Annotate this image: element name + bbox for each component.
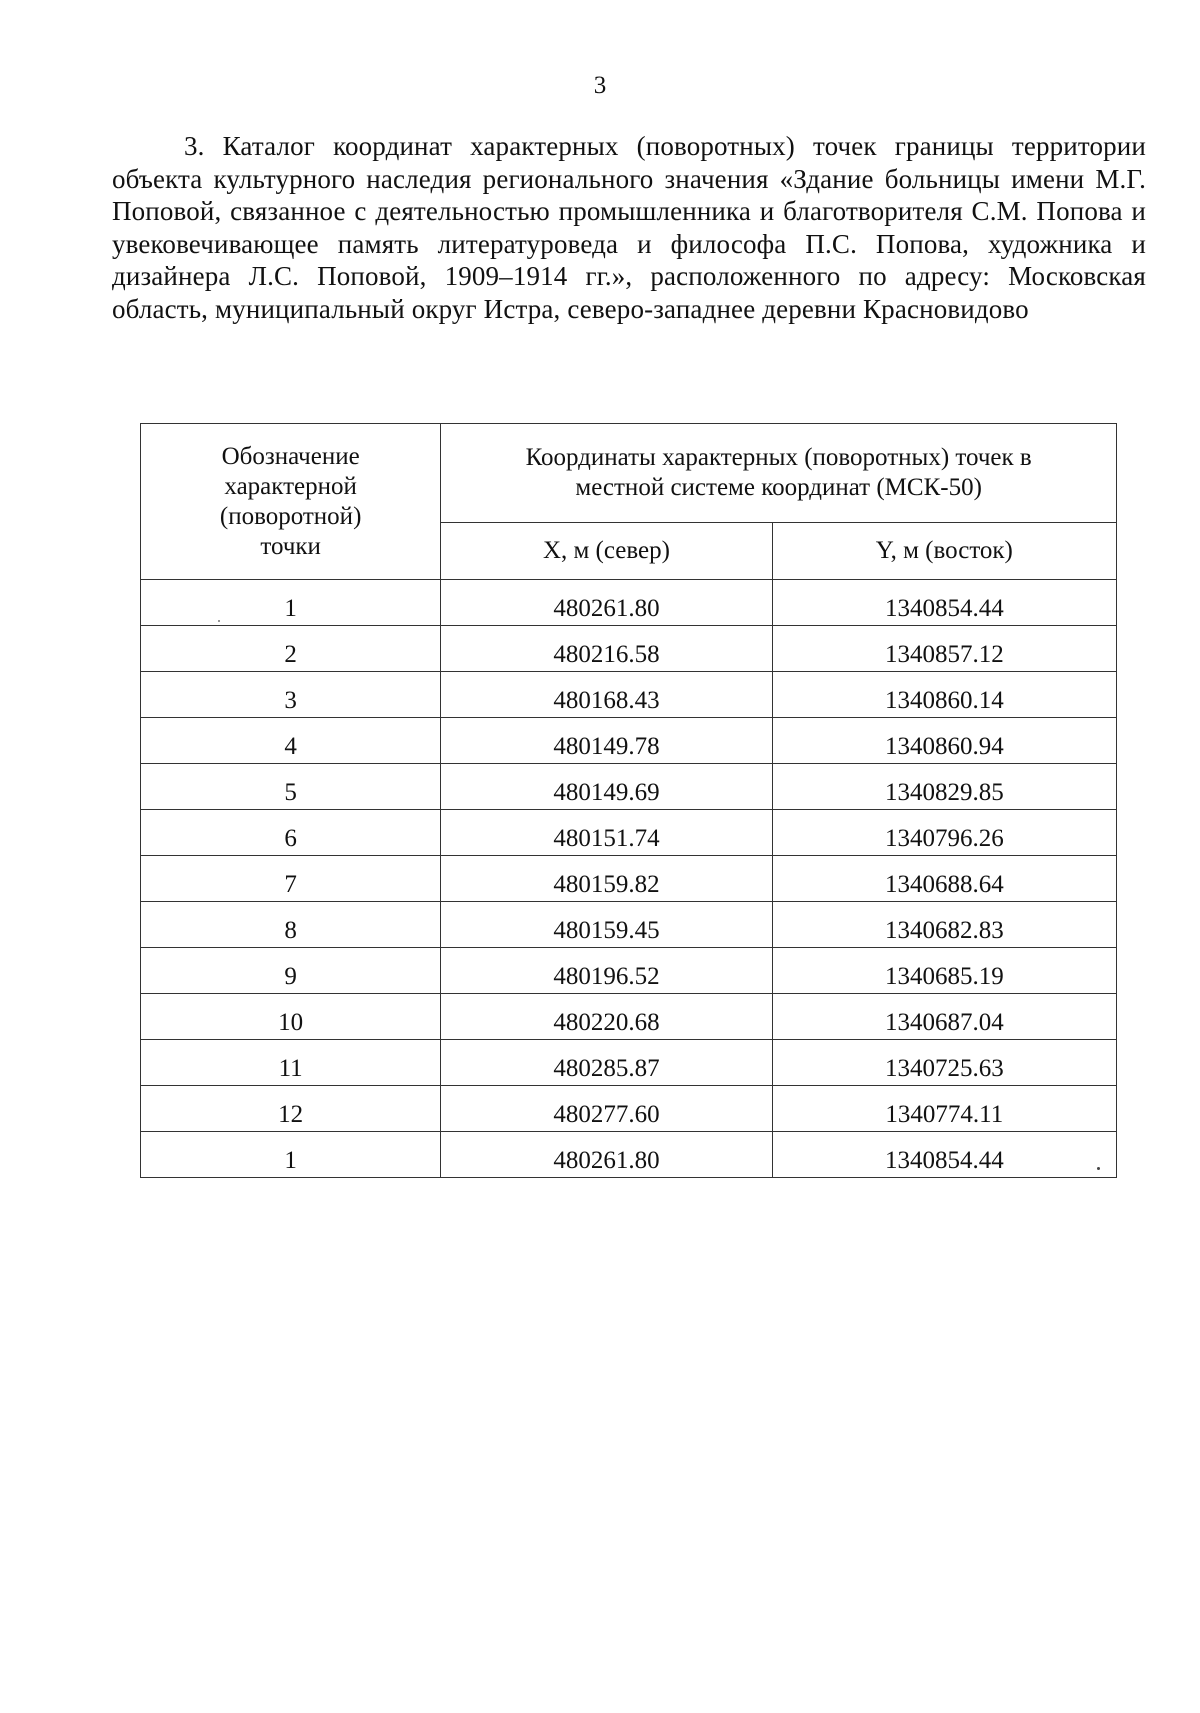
table-row — [141, 994, 1117, 1040]
cell-point-number: 10 — [141, 994, 441, 1040]
cell-y-coordinate: 1340857.12 — [772, 626, 1116, 672]
cell-y-coordinate: 1340854.44 — [772, 1132, 1116, 1178]
cell-point-number: 12 — [141, 1086, 441, 1132]
cell-y-coordinate: 1340685.19 — [772, 948, 1116, 994]
table-row — [141, 580, 1117, 626]
table-row — [141, 810, 1117, 856]
cell-y-coordinate: 1340860.94 — [772, 718, 1116, 764]
cell-x-coordinate: 480159.82 — [441, 856, 772, 902]
cell-point-number: 3 — [141, 672, 441, 718]
cell-x-coordinate: 480159.45 — [441, 902, 772, 948]
table-row — [141, 856, 1117, 902]
table-row — [141, 764, 1117, 810]
cell-x-coordinate: 480216.58 — [441, 626, 772, 672]
scan-speck — [218, 620, 220, 622]
cell-y-coordinate: 1340854.44 — [772, 580, 1116, 626]
cell-x-coordinate: 480220.68 — [441, 994, 772, 1040]
cell-y-coordinate: 1340860.14 — [772, 672, 1116, 718]
table-row — [141, 1040, 1117, 1086]
cell-y-coordinate: 1340796.26 — [772, 810, 1116, 856]
table-row — [141, 902, 1117, 948]
cell-y-coordinate: 1340688.64 — [772, 856, 1116, 902]
header-y-east: Y, м (восток) — [772, 523, 1116, 580]
cell-x-coordinate: 480149.69 — [441, 764, 772, 810]
cell-x-coordinate: 480285.87 — [441, 1040, 772, 1086]
cell-x-coordinate: 480149.78 — [441, 718, 772, 764]
cell-y-coordinate: 1340774.11 — [772, 1086, 1116, 1132]
table-row — [141, 1086, 1117, 1132]
cell-x-coordinate: 480168.43 — [441, 672, 772, 718]
header-x-north: X, м (север) — [441, 523, 772, 580]
cell-point-number: 1 — [141, 580, 441, 626]
page-number: 3 — [593, 72, 607, 99]
table-row — [141, 626, 1117, 672]
table-body — [141, 580, 1117, 1178]
table-row — [141, 718, 1117, 764]
header-coordinates-group: Координаты характерных (поворотных) точек в местной системе координат (МСК-50) — [441, 424, 1117, 523]
cell-x-coordinate: 480277.60 — [441, 1086, 772, 1132]
cell-x-coordinate: 480261.80 — [441, 580, 772, 626]
cell-y-coordinate: 1340682.83 — [772, 902, 1116, 948]
cell-x-coordinate: 480196.52 — [441, 948, 772, 994]
cell-point-number: 8 — [141, 902, 441, 948]
cell-point-number: 11 — [141, 1040, 441, 1086]
cell-point-number: 1 — [141, 1132, 441, 1178]
table-row — [141, 1132, 1117, 1178]
cell-y-coordinate: 1340687.04 — [772, 994, 1116, 1040]
cell-y-coordinate: 1340829.85 — [772, 764, 1116, 810]
cell-point-number: 7 — [141, 856, 441, 902]
cell-point-number: 9 — [141, 948, 441, 994]
table-row — [141, 948, 1117, 994]
cell-y-coordinate: 1340725.63 — [772, 1040, 1116, 1086]
catalog-intro-paragraph: 3. Каталог координат характерных (поворотных) точек границы территории объекта культурного наследия регионального значения «Здание больницы имени М.Г. Поповой, связанное с деятельностью промышленника и благотворителя С.М. Попова и увековечивающее память литературоведа и философа П.С. Попова, художника и дизайнера Л.С. Поповой, 1909–1914 гг.», расположенного по адресу: Московская область, муниципальный округ Истра, северо-западнее деревни Красновидово — [112, 131, 1146, 324]
cell-point-number: 5 — [141, 764, 441, 810]
cell-point-number: 6 — [141, 810, 441, 856]
header-point-designation: Обозначение характерной (поворотной) точки — [141, 424, 441, 580]
table-row — [141, 672, 1117, 718]
scan-speck — [1097, 1167, 1100, 1170]
cell-point-number: 4 — [141, 718, 441, 764]
cell-x-coordinate: 480151.74 — [441, 810, 772, 856]
coordinates-catalog-table — [140, 423, 1117, 1178]
cell-point-number: 2 — [141, 626, 441, 672]
cell-x-coordinate: 480261.80 — [441, 1132, 772, 1178]
